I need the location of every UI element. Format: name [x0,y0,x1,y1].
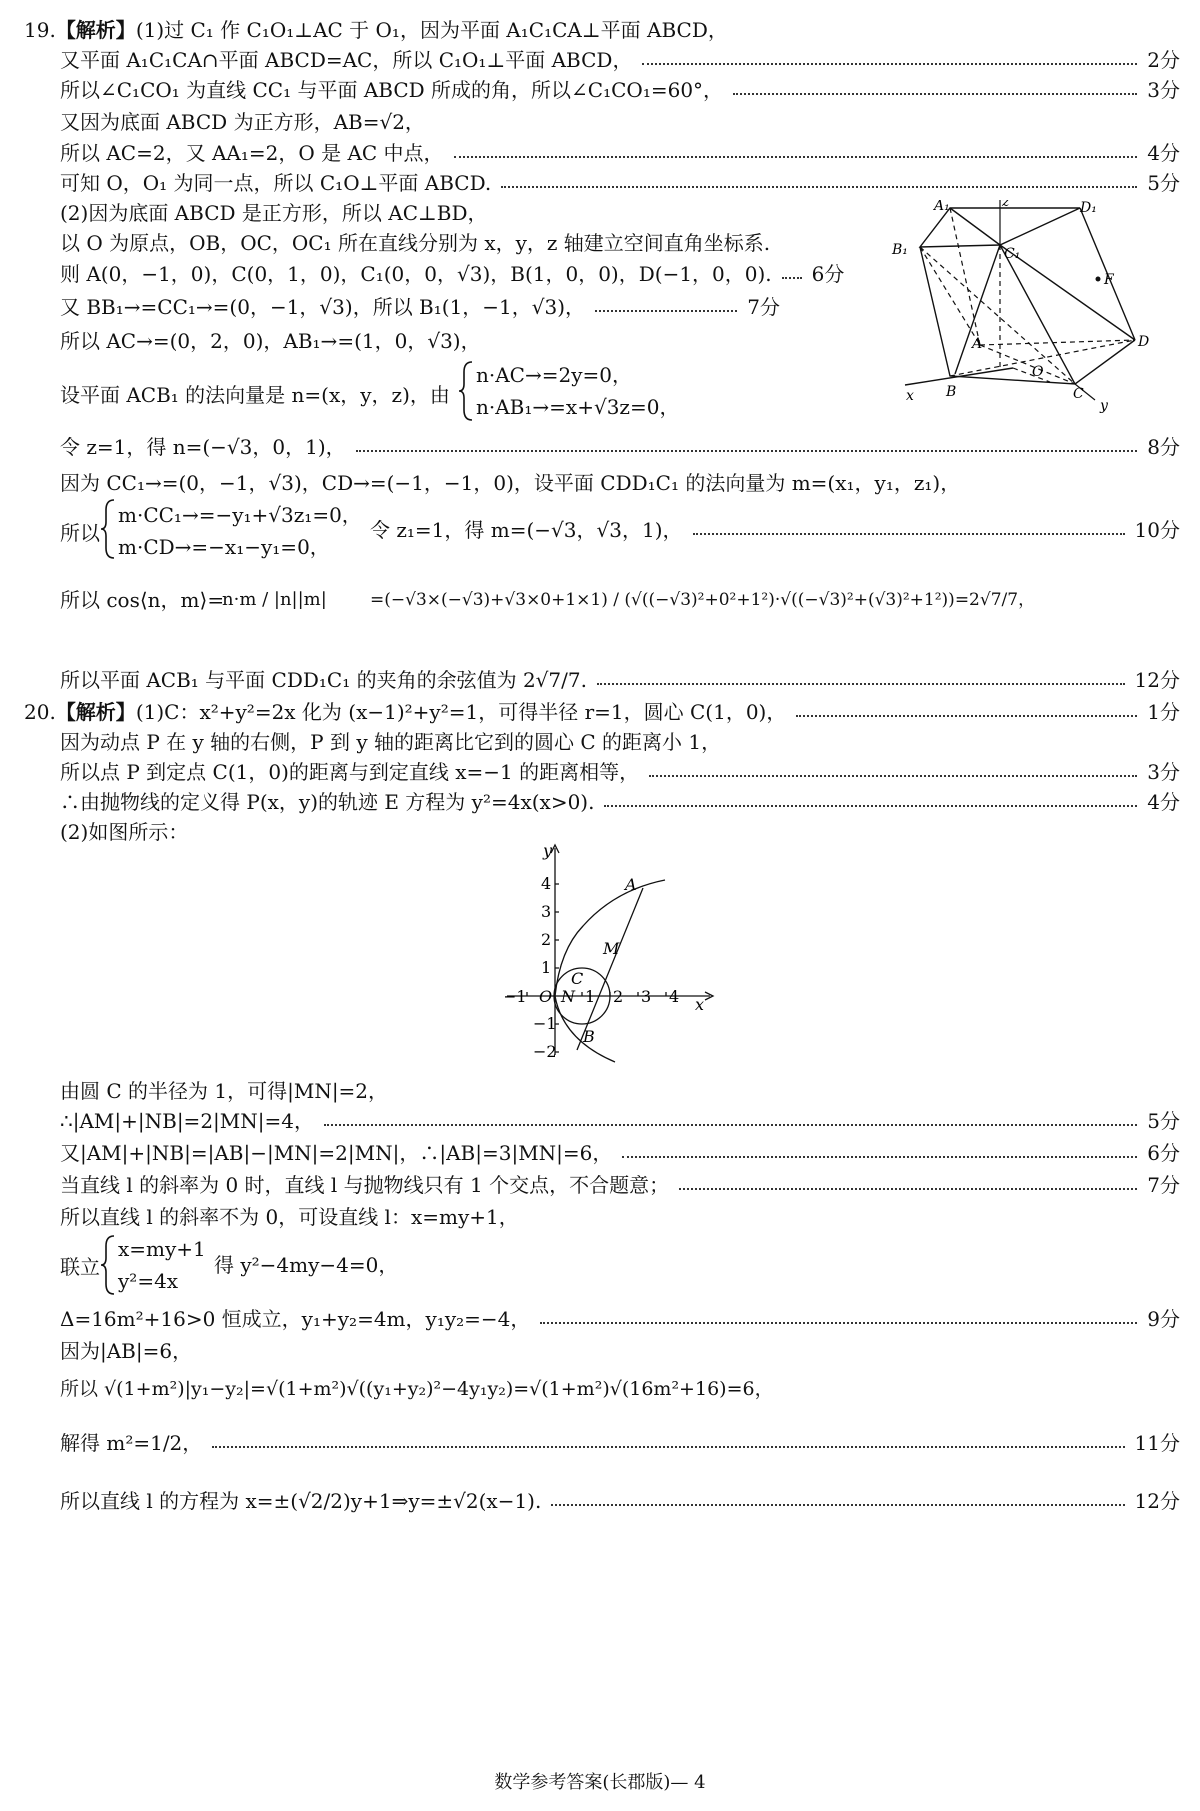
q20-line-15 [60,1304,1180,1334]
q19-text: 又平面 A₁C₁CA∩平面 ABCD=AC，所以 C₁O₁⊥平面 ABCD， [60,48,633,72]
q19-text: 则 A(0，−1，0)，C(0，1，0)，C₁(0，0，√3)，B(1，0，0)，D(−1，0，0). [60,262,772,286]
q19-text: 又 BB₁→=CC₁→=(0，−1，√3)，所以 B₁(1，−1，√3)， [60,295,586,319]
tick-label: 1 [541,958,552,977]
q19-fraction: n·m / |n||m| [222,589,327,610]
vertex-label: D₁ [1080,200,1097,216]
q19-line-24 [60,665,1180,695]
q20-line-8 [60,1138,1180,1168]
score: 7分 [1147,1173,1180,1197]
score: 10分 [1134,518,1180,542]
score: 7分 [747,295,780,319]
tick-label: 1 [585,987,596,1006]
vertex-label: D [1138,334,1150,350]
q20-text: y²=4x [118,1269,179,1293]
q20-line-18 [60,1428,1180,1458]
vertex-label: B₁ [892,242,908,258]
axis-label: y [543,841,553,860]
q19-text: 所以平面 ACB₁ 与平面 CDD₁C₁ 的夹角的余弦值为 2√7/7. [60,668,587,692]
tick-label: 3 [641,987,652,1006]
q20-text: 由圆 C 的半径为 1，可得|MN|=2， [60,1079,389,1103]
q20-number: 20. [24,700,56,724]
tick-label: 2 [613,987,624,1006]
tick-label: 4 [669,987,680,1006]
q19-label: 【解析】 [55,18,136,42]
tick-label: −1 [505,987,527,1006]
q20-text: 因为|AB|=6， [60,1339,193,1363]
q19-line-3 [60,75,1180,105]
vertex-label: A [972,336,983,352]
q19-text: 所以 [60,521,100,545]
q20-line-4 [60,787,1180,817]
q20-label: 【解析】 [55,700,136,724]
tick-label: 3 [541,902,552,921]
prism-figure [880,200,1170,415]
q20-line-9 [60,1170,1180,1200]
q20-text: ∴|AM|+|NB|=2|MN|=4， [60,1109,314,1133]
point-label: A [625,875,637,894]
q20-text: 所以 √(1+m²)|y₁−y₂|=√(1+m²)√((y₁+y₂)²−4y₁y₂)=√(1+m²)√(16m²+16)=6， [60,1378,774,1400]
tick-label: 4 [541,874,552,893]
q19-line-9 [60,259,845,289]
score: 5分 [1147,171,1180,195]
q20-text: ∴由抛物线的定义得 P(x，y)的轨迹 E 方程为 y²=4x(x>0). [60,790,595,814]
score: 4分 [1147,790,1180,814]
point-label: C [571,969,584,988]
q20-text: 解得 m²=1/2， [60,1431,203,1455]
q20-text: 所以直线 l 的方程为 x=±(√2/2)y+1⇒y=±√2(x−1). [60,1489,542,1513]
q20-text: 所以点 P 到定点 C(1，0)的距离与到定直线 x=−1 的距离相等， [60,760,640,784]
q20-text: 联立 [60,1255,100,1279]
brace [458,360,474,422]
q19-text: (2)因为底面 ABCD 是正方形，所以 AC⊥BD， [60,201,488,225]
q19-line-20 [370,515,1180,545]
tick-label: −2 [533,1042,557,1061]
score: 3分 [1147,760,1180,784]
q19-text: 以 O 为原点，OB，OC，OC₁ 所在直线分别为 x，y，z 轴建立空间直角坐标系. [60,231,771,255]
q20-line-1 [24,697,1180,727]
score: 1分 [1147,700,1180,724]
q20-text: (1)C：x²+y²=2x 化为 (x−1)²+y²=1，可得半径 r=1，圆心 C(1，0)， [135,700,787,724]
q20-line-19 [60,1486,1180,1516]
axis-label: x [695,995,705,1014]
q19-text: 设平面 ACB₁ 的法向量是 n=(x，y，z)，由 [60,383,450,407]
axis-label: x [906,388,914,404]
vertex-label: O [1032,364,1044,380]
q19-line-15 [60,432,1180,462]
q20-text: 又|AM|+|NB|=|AB|−|MN|=2|MN|，∴|AB|=3|MN|=6， [60,1141,613,1165]
score: 11分 [1134,1431,1180,1455]
q19-line-6 [60,168,1180,198]
page-footer: 数学参考答案(长郡版)— 4 [494,1772,706,1793]
vertex-label: C₁ [1004,246,1021,262]
score: 12分 [1134,668,1180,692]
score: 12分 [1134,1489,1180,1513]
q19-line-5 [60,138,1180,168]
q19-text: m·CC₁→=−y₁+√3z₁=0， [118,503,362,527]
q20-text: x=my+1 [118,1237,206,1261]
q20-text: 所以直线 l 的斜率不为 0，可设直线 l：x=my+1， [60,1205,519,1229]
q19-text: 因为 CC₁→=(0，−1，√3)，CD→=(−1，−1，0)，设平面 CDD₁C₁ 的法向量为 m=(x₁，y₁，z₁)， [60,471,961,495]
q19-number: 19. [24,18,56,42]
q19-text: 所以 AC=2，又 AA₁=2，O 是 AC 中点， [60,141,444,165]
q19-text: 可知 O，O₁ 为同一点，所以 C₁O⊥平面 ABCD. [60,171,492,195]
score: 4分 [1147,141,1180,165]
point-label: F [1104,272,1114,288]
score: 8分 [1147,435,1180,459]
q19-text: 所以∠C₁CO₁ 为直线 CC₁ 与平面 ABCD 所成的角，所以∠C₁CO₁=60°， [60,78,724,102]
tick-label: −1 [533,1014,557,1033]
brace [100,498,116,560]
q20-text: Δ=16m²+16>0 恒成立，y₁+y₂=4m，y₁y₂=−4， [60,1307,531,1331]
q20-text: (2)如图所示： [60,820,189,844]
score: 6分 [1147,1141,1180,1165]
vertex-label: C [1073,386,1084,402]
tick-label: 2 [541,930,552,949]
score: 9分 [1147,1307,1180,1331]
q19-line-1 [24,15,1180,45]
score: 6分 [811,262,845,286]
q19-text: (1)过 C₁ 作 C₁O₁⊥AC 于 O₁，因为平面 A₁C₁CA⊥平面 ABCD， [135,18,728,42]
parabola-figure [505,840,720,1065]
vertex-label: B [946,384,957,400]
score: 3分 [1147,78,1180,102]
score: 2分 [1147,48,1180,72]
point-label: B [583,1027,595,1046]
q20-text: 当直线 l 的斜率为 0 时，直线 l 与抛物线只有 1 个交点，不合题意； [60,1173,670,1197]
origin-label: O [539,987,553,1006]
q20-text: 得 y²−4my−4=0， [214,1253,399,1277]
q19-text: 令 z₁=1，得 m=(−√3，√3，1)， [370,518,683,542]
axis-label: z [1002,200,1010,210]
q19-text: 所以 AC→=(0，2，0)，AB₁→=(1，0，√3)， [60,329,481,353]
vertex-label: A₁ [934,200,950,214]
brace [100,1234,116,1296]
axis-label: y [1100,398,1108,414]
q19-line-2 [60,45,1180,75]
q20-text: 因为动点 P 在 y 轴的右侧，P 到 y 轴的距离比它到的圆心 C 的距离小 1， [60,730,722,754]
q19-text: 所以 cos⟨n，m⟩= [60,588,225,612]
q20-line-3 [60,757,1180,787]
q19-text: 令 z=1，得 n=(−√3，0，1)， [60,435,346,459]
q20-line-7 [60,1106,1180,1136]
point-label: M [603,939,620,958]
q19-fraction: =(−√3×(−√3)+√3×0+1×1) / (√((−√3)²+0²+1²)·√((−√3)²+(√3)²+1²))=2√7/7， [370,590,1036,610]
point-label: N [561,987,575,1006]
score: 5分 [1147,1109,1180,1133]
q19-line-10 [60,292,780,322]
q19-text: n·AC→=2y=0， [476,363,633,387]
q19-text: m·CD→=−x₁−y₁=0， [118,535,330,559]
q19-text: 又因为底面 ABCD 为正方形，AB=√2， [60,110,425,134]
q19-text: n·AB₁→=x+√3z=0， [476,395,680,419]
